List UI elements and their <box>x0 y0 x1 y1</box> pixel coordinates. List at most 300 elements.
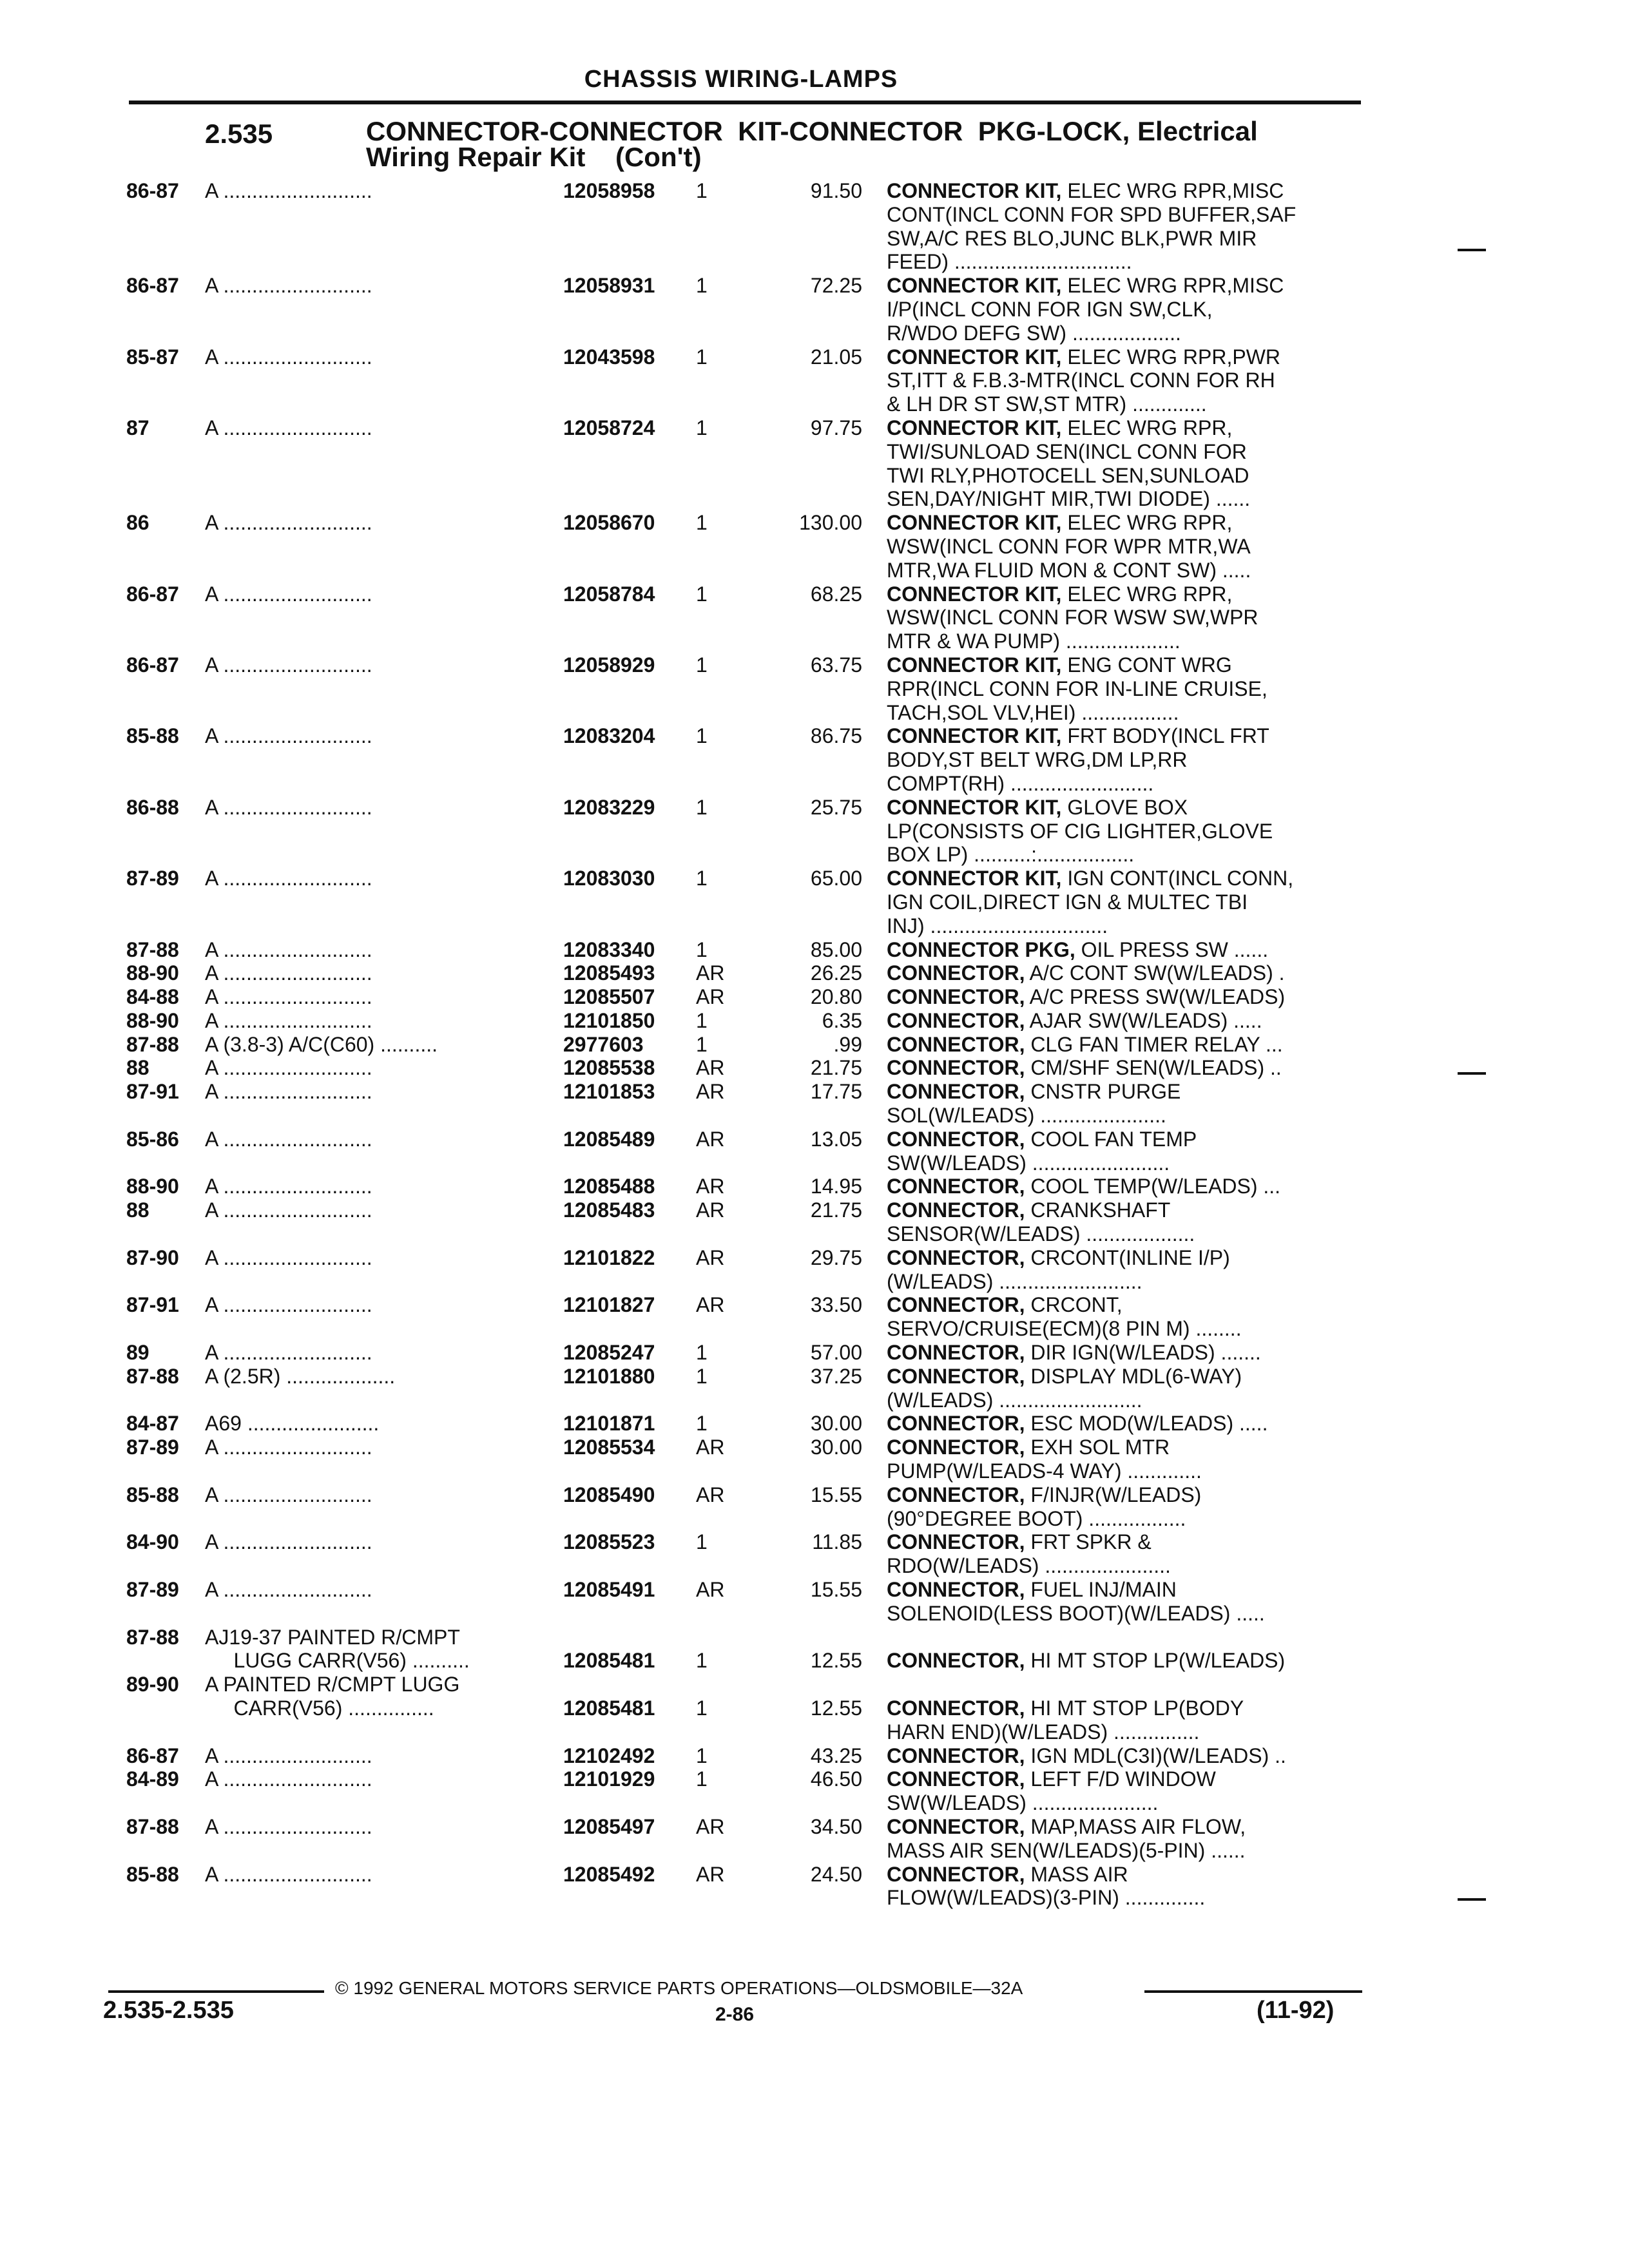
table-row-continuation <box>0 701 1629 725</box>
quantity: 1 <box>696 274 708 298</box>
description <box>887 392 1207 416</box>
price: 85.00 <box>810 937 862 961</box>
description <box>887 820 1273 843</box>
price: 29.75 <box>810 1245 862 1269</box>
usage-code: A .......................... <box>205 1127 372 1151</box>
part-description: ENG CONT WRG <box>1061 653 1232 677</box>
description <box>887 701 1179 725</box>
description <box>887 914 1108 938</box>
table-row-continuation <box>0 1602 1629 1626</box>
price: 86.75 <box>810 724 862 748</box>
usage-code: A .......................... <box>205 1175 372 1198</box>
price: .99 <box>833 1032 862 1056</box>
description <box>887 629 1181 653</box>
quantity: 1 <box>696 345 708 369</box>
table-row <box>0 1673 1629 1696</box>
table-row-continuation <box>0 1459 1629 1483</box>
description <box>887 1293 1123 1317</box>
price: 34.50 <box>810 1814 862 1838</box>
parts-list <box>0 179 1629 1910</box>
part-name: CONNECTOR PKG, <box>887 937 1075 961</box>
description <box>887 1175 1280 1198</box>
part-name: CONNECTOR, <box>887 1198 1025 1222</box>
table-row-continuation <box>0 890 1629 914</box>
usage-code: A .......................... <box>205 985 372 1009</box>
table-row-continuation <box>0 1696 1629 1720</box>
price: 63.75 <box>810 653 862 677</box>
part-name: CONNECTOR KIT, <box>887 724 1062 748</box>
quantity: 1 <box>696 1008 708 1032</box>
description <box>887 1696 1244 1720</box>
model-years: 86-88 <box>126 795 179 819</box>
usage-code: A .......................... <box>205 274 372 298</box>
model-years: 86-87 <box>126 653 179 677</box>
table-row <box>0 345 1629 369</box>
quantity: AR <box>696 961 725 985</box>
usage-code: A (3.8-3) A/C(C60) .......... <box>205 1032 438 1056</box>
description <box>887 416 1232 440</box>
usage-code: A .......................... <box>205 1530 372 1554</box>
part-description: SOLENOID(LESS BOOT)(W/LEADS) ..... <box>887 1601 1265 1625</box>
description <box>887 748 1188 772</box>
table-row-continuation <box>0 250 1629 274</box>
quantity: 1 <box>696 724 708 748</box>
table-row-continuation <box>0 677 1629 701</box>
table-row-continuation <box>0 914 1629 938</box>
price: 21.75 <box>810 1056 862 1080</box>
table-row-continuation <box>0 559 1629 582</box>
table-row <box>0 1341 1629 1365</box>
part-number: 12085490 <box>563 1483 655 1506</box>
price: 12.55 <box>810 1696 862 1720</box>
part-number: 12101822 <box>563 1245 655 1269</box>
quantity: 1 <box>696 653 708 677</box>
description <box>887 1863 1128 1887</box>
description <box>887 890 1248 914</box>
part-description: I/P(INCL CONN FOR IGN SW,CLK, <box>887 297 1213 321</box>
table-row <box>0 1293 1629 1317</box>
model-years: 87-89 <box>126 1578 179 1602</box>
part-description: ST,ITT & F.B.3-MTR(INCL CONN FOR RH <box>887 369 1275 392</box>
table-row-continuation <box>0 298 1629 322</box>
usage-code: A .......................... <box>205 724 372 748</box>
usage-code: A .......................... <box>205 1814 372 1838</box>
quantity: AR <box>696 985 725 1009</box>
part-number: 12085491 <box>563 1578 655 1602</box>
part-name: CONNECTOR KIT, <box>887 511 1062 535</box>
description <box>887 1815 1246 1839</box>
part-description: LEFT F/D WINDOW <box>1025 1767 1216 1791</box>
description <box>887 464 1249 488</box>
part-name: CONNECTOR, <box>887 1056 1025 1080</box>
part-description: DIR IGN(W/LEADS) ....... <box>1025 1341 1261 1365</box>
part-description: COMPT(RH) ......................... <box>887 771 1154 795</box>
margin-mark <box>1458 1898 1486 1901</box>
part-name: CONNECTOR, <box>887 1127 1025 1151</box>
description <box>887 1720 1199 1744</box>
part-name: CONNECTOR, <box>887 1245 1025 1269</box>
part-description: ELEC WRG RPR,MISC <box>1061 179 1284 202</box>
price: 91.50 <box>810 179 862 202</box>
table-row-continuation <box>0 1104 1629 1128</box>
table-row-continuation <box>0 487 1629 511</box>
part-name: CONNECTOR, <box>887 961 1025 985</box>
description <box>887 1056 1282 1080</box>
part-description: HARN END)(W/LEADS) ............... <box>887 1720 1200 1744</box>
model-years: 84-87 <box>126 1412 179 1436</box>
model-years: 87-89 <box>126 1436 179 1459</box>
part-description: PUMP(W/LEADS-4 WAY) ............. <box>887 1459 1202 1483</box>
part-description: EXH SOL MTR <box>1025 1436 1170 1459</box>
part-name: CONNECTOR, <box>887 985 1025 1009</box>
usage-code: A .......................... <box>205 1767 372 1791</box>
footer-section-range: 2.535-2.535 <box>103 1997 234 2024</box>
part-number: 12085534 <box>563 1436 655 1459</box>
table-row <box>0 511 1629 535</box>
part-description: A/C PRESS SW(W/LEADS) <box>1025 985 1286 1009</box>
part-name: CONNECTOR, <box>887 1364 1025 1388</box>
model-years: 84-90 <box>126 1530 179 1554</box>
description <box>887 1554 1171 1578</box>
description <box>887 250 1132 274</box>
table-row <box>0 1080 1629 1104</box>
part-description: IGN COIL,DIRECT IGN & MULTEC TBI <box>887 890 1248 914</box>
description <box>887 1507 1186 1531</box>
description <box>887 345 1280 369</box>
table-row-continuation <box>0 606 1629 629</box>
title-rule <box>129 101 1361 104</box>
description <box>887 227 1257 251</box>
table-row <box>0 582 1629 606</box>
quantity: AR <box>696 1814 725 1838</box>
model-years: 89-90 <box>126 1673 179 1696</box>
quantity: 1 <box>696 1364 708 1388</box>
description <box>887 606 1258 629</box>
part-number: 12085488 <box>563 1175 655 1198</box>
part-description: RDO(W/LEADS) ...................... <box>887 1554 1171 1578</box>
page-title: CHASSIS WIRING-LAMPS <box>584 66 898 93</box>
part-description: WSW(INCL CONN FOR WSW SW,WPR <box>887 606 1258 629</box>
margin-mark <box>1458 1072 1486 1075</box>
usage-code: A .......................... <box>205 1862 372 1886</box>
description <box>887 1412 1268 1436</box>
footer-rule-left <box>108 1990 324 1993</box>
part-number: 12083030 <box>563 867 655 890</box>
description <box>887 440 1247 464</box>
description <box>887 1459 1202 1483</box>
description <box>887 1886 1205 1910</box>
model-years: 88-90 <box>126 961 179 985</box>
description <box>887 961 1285 985</box>
quantity: 1 <box>696 1530 708 1554</box>
part-description: FRT SPKR & <box>1025 1530 1152 1554</box>
table-row <box>0 1198 1629 1222</box>
quantity: 1 <box>696 1649 708 1673</box>
part-description: BOX LP) ..........:................. <box>887 843 1135 867</box>
description <box>887 1744 1286 1768</box>
usage-code: A .......................... <box>205 867 372 890</box>
model-years: 86-87 <box>126 274 179 298</box>
part-description: TWI RLY,PHOTOCELL SEN,SUNLOAD <box>887 463 1249 487</box>
part-number: 12101853 <box>563 1080 655 1104</box>
description <box>887 772 1153 796</box>
description <box>887 274 1284 298</box>
usage-code: A .......................... <box>205 1578 372 1602</box>
part-number: 12085489 <box>563 1127 655 1151</box>
usage-code: A (2.5R) ................... <box>205 1364 396 1388</box>
part-number: 12058784 <box>563 582 655 606</box>
table-row-continuation <box>0 1791 1629 1815</box>
description <box>887 724 1269 748</box>
table-row <box>0 938 1629 962</box>
price: 37.25 <box>810 1364 862 1388</box>
description <box>887 1483 1201 1507</box>
part-description: HI MT STOP LP(W/LEADS) <box>1025 1649 1286 1673</box>
part-number: 12101850 <box>563 1008 655 1032</box>
description <box>887 535 1251 559</box>
quantity: AR <box>696 1483 725 1506</box>
part-description: (90°DEGREE BOOT) ................. <box>887 1506 1186 1530</box>
table-row <box>0 1767 1629 1791</box>
table-row-continuation <box>0 1222 1629 1246</box>
table-row-continuation <box>0 227 1629 251</box>
description <box>887 1198 1170 1222</box>
part-name: CONNECTOR, <box>887 1649 1025 1673</box>
quantity: 1 <box>696 1341 708 1365</box>
usage-code: A .......................... <box>205 1080 372 1104</box>
table-row <box>0 961 1629 985</box>
model-years: 86-87 <box>126 1744 179 1767</box>
usage-code: A69 ....................... <box>205 1412 380 1436</box>
description <box>887 1389 1142 1412</box>
part-number: 12085247 <box>563 1341 655 1365</box>
quantity: 1 <box>696 1696 708 1720</box>
model-years: 85-86 <box>126 1127 179 1151</box>
part-description: (W/LEADS) ......................... <box>887 1269 1142 1293</box>
part-number: 12085481 <box>563 1649 655 1673</box>
price: 30.00 <box>810 1412 862 1436</box>
part-description: COOL TEMP(W/LEADS) ... <box>1025 1175 1281 1198</box>
usage-code: LUGG CARR(V56) .......... <box>205 1649 470 1673</box>
part-description: A/C CONT SW(W/LEADS) . <box>1025 961 1285 985</box>
part-description: DISPLAY MDL(6-WAY) <box>1025 1364 1242 1388</box>
part-name: CONNECTOR, <box>887 1080 1025 1104</box>
description <box>887 1341 1261 1365</box>
table-row-continuation <box>0 1270 1629 1294</box>
description <box>887 1151 1170 1175</box>
price: 15.55 <box>810 1578 862 1602</box>
part-number: 12085481 <box>563 1696 655 1720</box>
part-description: MTR & WA PUMP) .................... <box>887 629 1181 653</box>
table-row <box>0 1056 1629 1080</box>
quantity: AR <box>696 1080 725 1104</box>
usage-code: A PAINTED R/CMPT LUGG <box>205 1673 460 1696</box>
part-description: SW(W/LEADS) ...................... <box>887 1791 1159 1815</box>
part-description: RPR(INCL CONN FOR IN-LINE CRUISE, <box>887 677 1268 700</box>
table-row <box>0 1815 1629 1839</box>
price: 30.00 <box>810 1436 862 1459</box>
price: 68.25 <box>810 582 862 606</box>
description <box>887 1602 1265 1626</box>
part-number: 12085497 <box>563 1814 655 1838</box>
table-row-continuation <box>0 1554 1629 1578</box>
table-row-continuation <box>0 772 1629 796</box>
table-row <box>0 1246 1629 1270</box>
part-number: 12083340 <box>563 937 655 961</box>
model-years: 84-88 <box>126 985 179 1009</box>
table-row <box>0 867 1629 890</box>
description <box>887 1791 1158 1815</box>
part-description: ELEC WRG RPR, <box>1061 582 1233 606</box>
quantity: 1 <box>696 416 708 439</box>
price: 25.75 <box>810 795 862 819</box>
quantity: AR <box>696 1127 725 1151</box>
model-years: 85-87 <box>126 345 179 369</box>
part-name: CONNECTOR KIT, <box>887 416 1062 439</box>
description <box>887 653 1232 677</box>
part-name: CONNECTOR, <box>887 1530 1025 1554</box>
part-description: WSW(INCL CONN FOR WPR MTR,WA <box>887 534 1251 558</box>
description <box>887 1033 1283 1057</box>
quantity: 1 <box>696 582 708 606</box>
model-years: 87-88 <box>126 1364 179 1388</box>
description <box>887 985 1285 1009</box>
usage-code: A .......................... <box>205 582 372 606</box>
part-name: CONNECTOR, <box>887 1175 1025 1198</box>
table-row <box>0 1578 1629 1602</box>
quantity: 1 <box>696 1767 708 1791</box>
part-description: ESC MOD(W/LEADS) ..... <box>1025 1412 1268 1436</box>
description <box>887 1080 1181 1104</box>
price: 11.85 <box>812 1530 862 1554</box>
quantity: 1 <box>696 1032 708 1056</box>
model-years: 87 <box>126 416 149 439</box>
part-description: HI MT STOP LP(BODY <box>1025 1696 1244 1720</box>
table-row <box>0 653 1629 677</box>
part-description: ELEC WRG RPR,PWR <box>1061 345 1280 369</box>
quantity: 1 <box>696 867 708 890</box>
table-row-continuation <box>0 464 1629 488</box>
table-row-continuation <box>0 748 1629 772</box>
part-name: CONNECTOR KIT, <box>887 867 1062 890</box>
usage-code: A .......................... <box>205 1245 372 1269</box>
table-row-continuation <box>0 1886 1629 1910</box>
price: 15.55 <box>810 1483 862 1506</box>
table-row <box>0 796 1629 820</box>
table-row <box>0 1863 1629 1887</box>
part-description: GLOVE BOX <box>1061 795 1188 819</box>
part-number: 12085493 <box>563 961 655 985</box>
part-description: CRCONT, <box>1025 1293 1123 1317</box>
table-row-continuation <box>0 1839 1629 1863</box>
part-description: CONT(INCL CONN FOR SPD BUFFER,SAF <box>887 202 1296 226</box>
description <box>887 582 1232 606</box>
part-name: CONNECTOR, <box>887 1744 1025 1767</box>
usage-code: A .......................... <box>205 1436 372 1459</box>
usage-code: A .......................... <box>205 1483 372 1506</box>
price: 130.00 <box>799 511 862 535</box>
part-description: IGN CONT(INCL CONN, <box>1061 867 1294 890</box>
usage-code: A .......................... <box>205 1008 372 1032</box>
part-name: CONNECTOR KIT, <box>887 179 1062 202</box>
description <box>887 1436 1170 1459</box>
model-years: 88-90 <box>126 1008 179 1032</box>
part-number: 12102492 <box>563 1744 655 1767</box>
description <box>887 511 1232 535</box>
part-description: ELEC WRG RPR, <box>1061 416 1233 439</box>
part-number: 12085492 <box>563 1862 655 1886</box>
part-number: 12101827 <box>563 1293 655 1317</box>
price: 72.25 <box>810 274 862 298</box>
section-title <box>366 116 1258 172</box>
part-number: 12101871 <box>563 1412 655 1436</box>
footer-rule-right <box>1144 1990 1362 1993</box>
part-description: SERVO/CRUISE(ECM)(8 PIN M) ........ <box>887 1317 1242 1341</box>
part-name: CONNECTOR, <box>887 1341 1025 1365</box>
part-number: 12058958 <box>563 179 655 202</box>
table-row-continuation <box>0 369 1629 392</box>
part-description: BODY,ST BELT WRG,DM LP,RR <box>887 748 1188 772</box>
description <box>887 1009 1262 1033</box>
description <box>887 1270 1142 1294</box>
model-years: 87-91 <box>126 1080 179 1104</box>
description <box>887 677 1268 701</box>
part-number: 12101880 <box>563 1364 655 1388</box>
table-row-continuation <box>0 629 1629 653</box>
usage-code: A .......................... <box>205 1056 372 1080</box>
part-description: MAP,MASS AIR FLOW, <box>1025 1814 1246 1838</box>
part-description: COOL FAN TEMP <box>1025 1127 1197 1151</box>
usage-code: AJ19-37 PAINTED R/CMPT <box>205 1625 460 1649</box>
usage-code: A .......................... <box>205 511 372 535</box>
part-number: 12085523 <box>563 1530 655 1554</box>
part-description: MTR,WA FLUID MON & CONT SW) ..... <box>887 558 1251 582</box>
table-row-continuation <box>0 322 1629 345</box>
price: 43.25 <box>810 1744 862 1767</box>
usage-code: A .......................... <box>205 345 372 369</box>
model-years: 85-88 <box>126 724 179 748</box>
footer-copyright: © 1992 GENERAL MOTORS SERVICE PARTS OPERATIONS—OLDSMOBILE—32A <box>335 1978 1023 1998</box>
part-name: CONNECTOR, <box>887 1814 1025 1838</box>
description <box>887 179 1284 203</box>
part-description: SENSOR(W/LEADS) ................... <box>887 1222 1195 1246</box>
description <box>887 796 1188 820</box>
table-row <box>0 1483 1629 1507</box>
price: 21.75 <box>810 1198 862 1222</box>
part-description: CRANKSHAFT <box>1025 1198 1171 1222</box>
table-row <box>0 1626 1629 1649</box>
part-description: TWI/SUNLOAD SEN(INCL CONN FOR <box>887 439 1247 463</box>
quantity: AR <box>696 1056 725 1080</box>
part-name: CONNECTOR, <box>887 1696 1025 1720</box>
usage-code: CARR(V56) ............... <box>205 1696 434 1720</box>
part-description: FLOW(W/LEADS)(3-PIN) .............. <box>887 1886 1206 1910</box>
table-row-continuation <box>0 1720 1629 1744</box>
part-description: CNSTR PURGE <box>1025 1080 1181 1104</box>
price: 13.05 <box>810 1127 862 1151</box>
model-years: 87-88 <box>126 1032 179 1056</box>
description <box>887 938 1268 962</box>
description <box>887 298 1213 322</box>
part-description: R/WDO DEFG SW) ................... <box>887 321 1181 345</box>
usage-code: A .......................... <box>205 795 372 819</box>
part-description: IGN MDL(C3I)(W/LEADS) .. <box>1025 1744 1286 1767</box>
quantity: AR <box>696 1436 725 1459</box>
model-years: 87-88 <box>126 1814 179 1838</box>
part-description: CRCONT(INLINE I/P) <box>1025 1245 1230 1269</box>
part-description: FEED) ............................... <box>887 250 1132 274</box>
section-title-line2: Wiring Repair Kit (Con't) <box>366 142 702 172</box>
